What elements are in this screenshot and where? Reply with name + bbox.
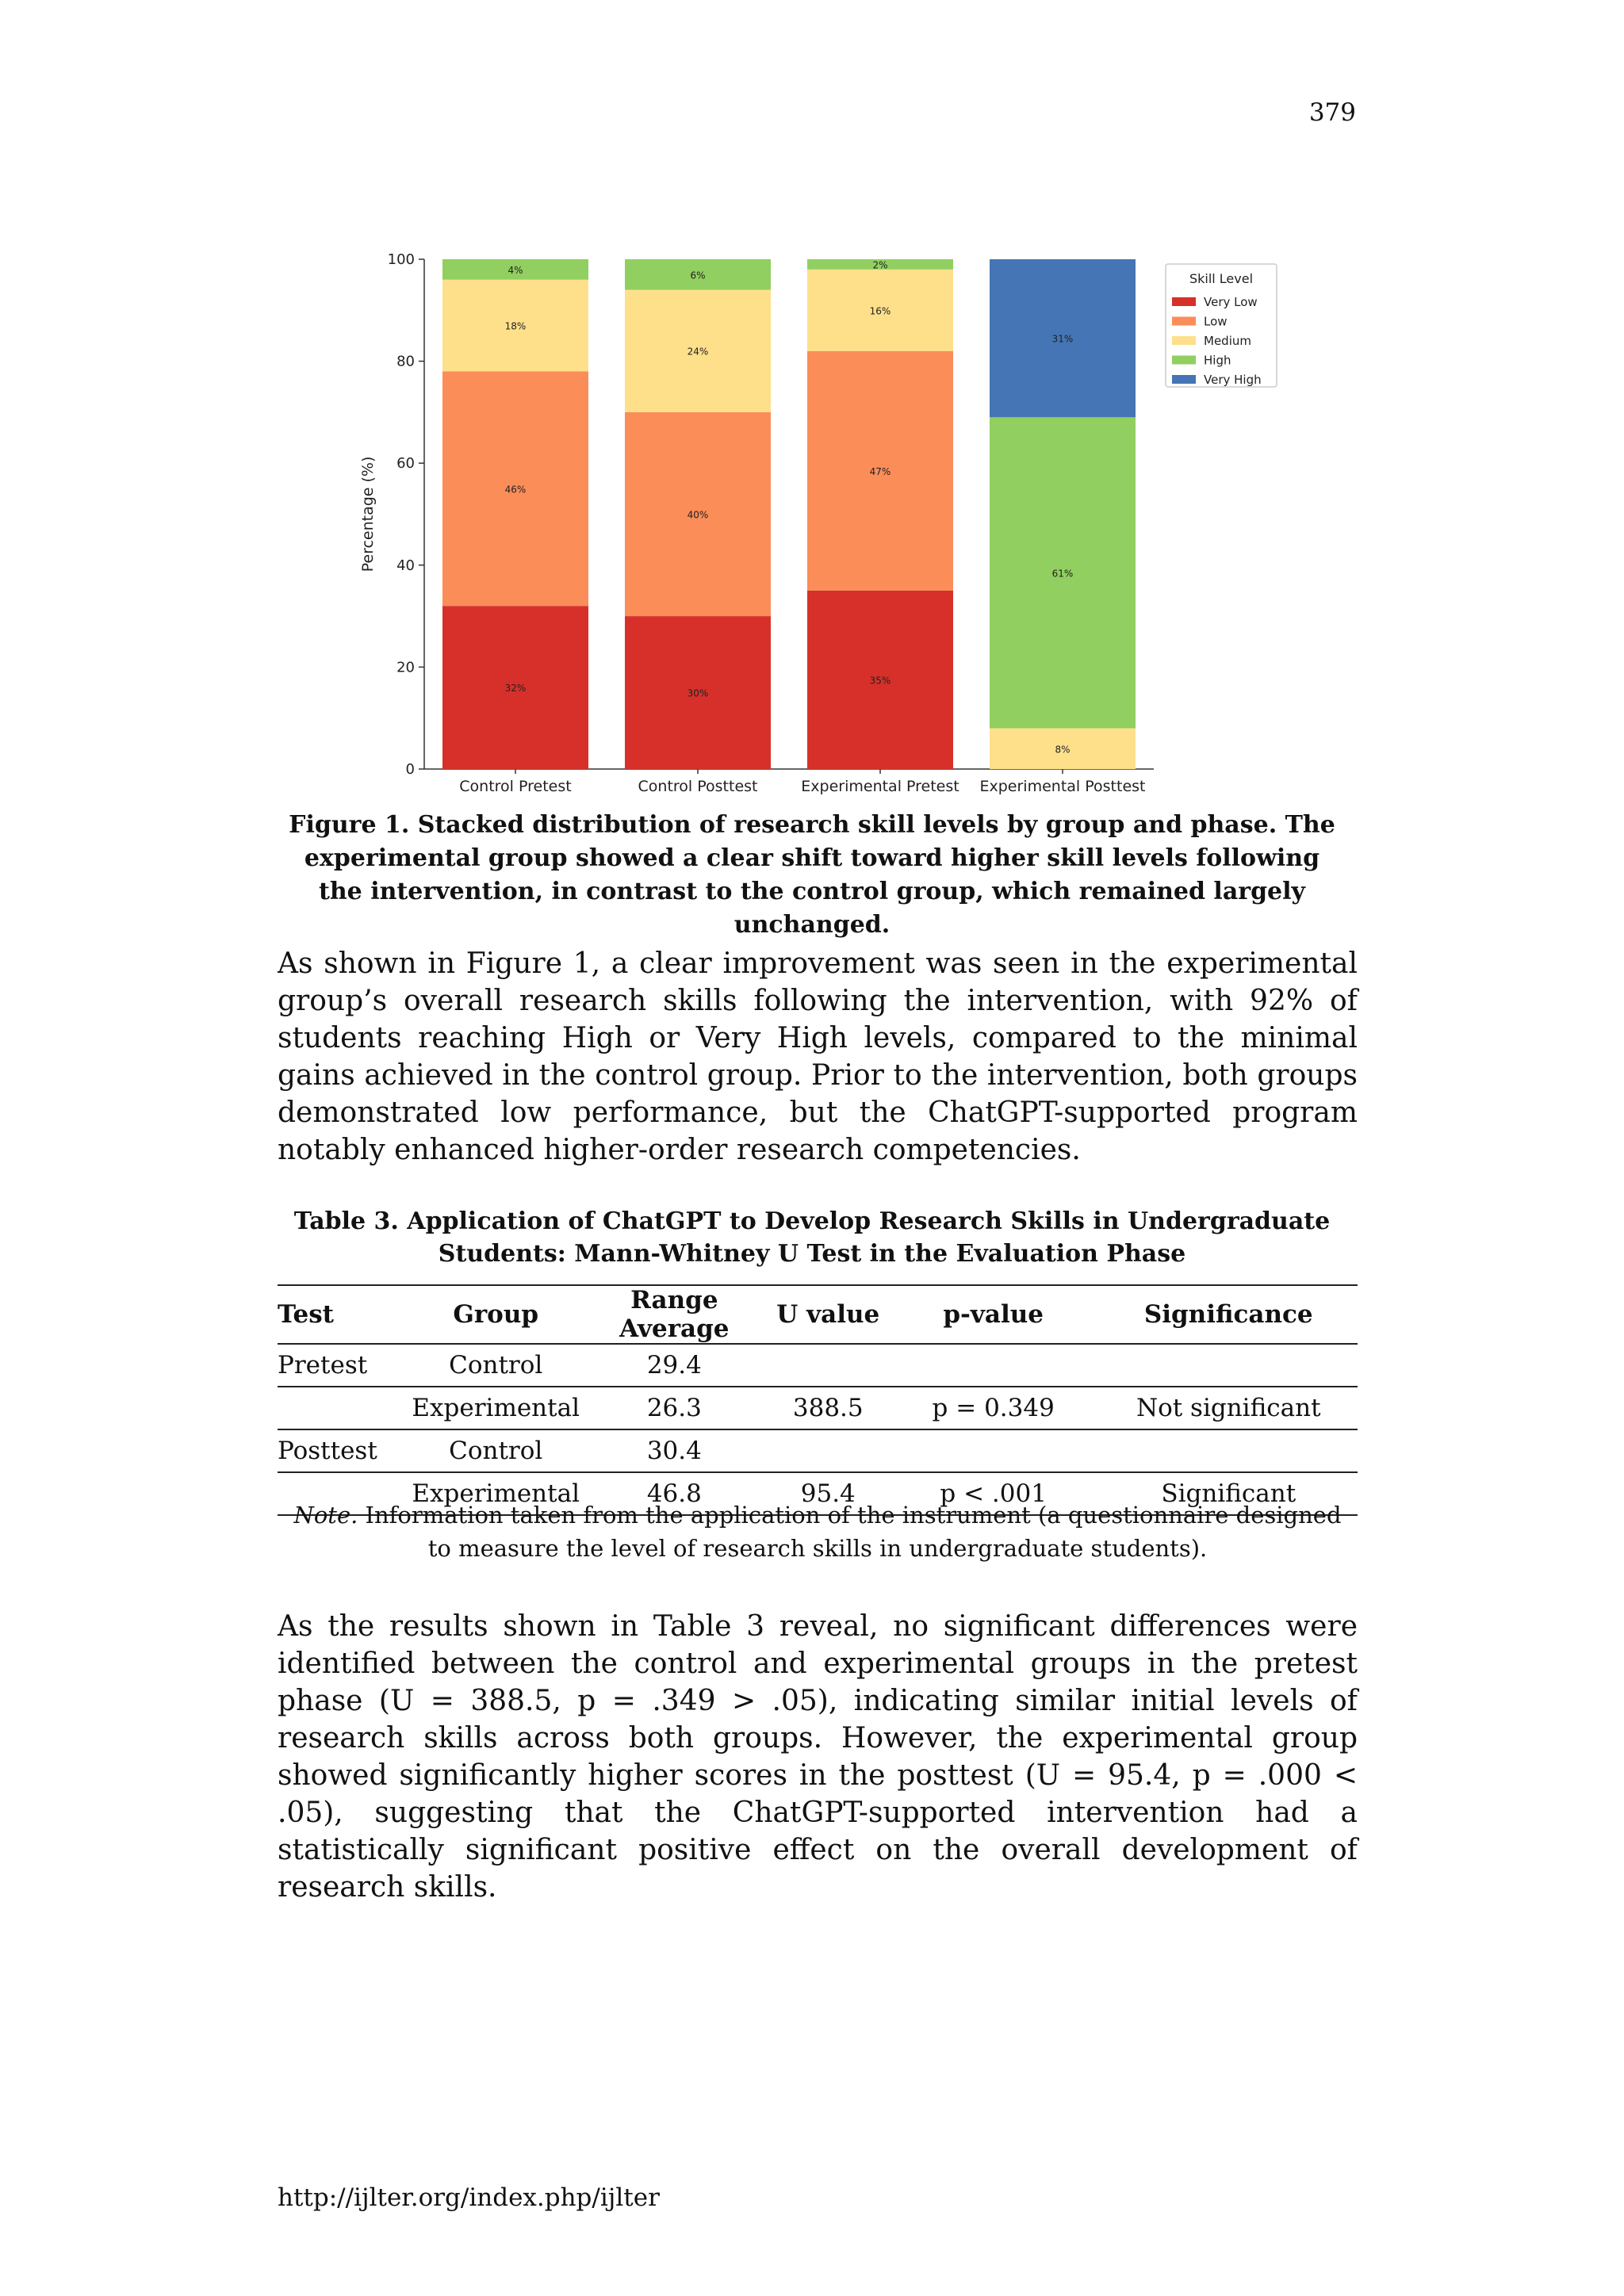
cell-range-average: 29.4 [580, 1344, 769, 1387]
y-tick-label: 60 [396, 455, 415, 473]
y-tick-label: 100 [387, 251, 415, 268]
cell-group: Control [412, 1344, 580, 1387]
cell-p-value [887, 1344, 1100, 1387]
table-row [278, 1429, 1358, 1472]
cell-significance [1100, 1429, 1358, 1472]
cell-u-value [769, 1344, 887, 1387]
bar-value-label: 18% [504, 320, 527, 332]
stacked-bar-chart [349, 242, 1285, 797]
bar-value-label: 30% [687, 687, 709, 699]
header-range-average: Range Average [580, 1285, 769, 1344]
x-tick-label: Experimental Pretest [801, 778, 959, 795]
table-note [278, 1498, 1358, 1565]
table-title-line2: Students: Mann-Whitney U Test in the Evaluation Phase [438, 1240, 1186, 1268]
cell-u-value: 95.4 [769, 1472, 887, 1515]
cell-p-value [887, 1429, 1100, 1472]
x-tick-label: Control Posttest [638, 778, 758, 795]
table-header-row [278, 1285, 1358, 1344]
bar-value-label: 35% [869, 675, 891, 687]
bar-value-label: 2% [872, 259, 888, 271]
cell-range-average: 46.8 [580, 1472, 769, 1515]
cell-p-value: p < .001 [887, 1472, 1100, 1515]
legend-entry: Medium [1204, 334, 1251, 348]
cell-u-value: 388.5 [769, 1387, 887, 1429]
cell-test: Pretest [278, 1344, 412, 1387]
legend-swatch [1172, 317, 1196, 326]
legend-entry: High [1204, 353, 1231, 368]
bar-value-label: 16% [869, 305, 891, 317]
cell-group: Control [412, 1429, 580, 1472]
legend-entry: Very Low [1204, 295, 1258, 309]
cell-significance: Significant [1100, 1472, 1358, 1515]
note-label: Note. [293, 1502, 358, 1529]
cell-range-average: 26.3 [580, 1387, 769, 1429]
legend-swatch [1172, 297, 1196, 306]
footer-url: http://ijlter.org/index.php/ijlter [278, 2183, 660, 2212]
header-u-value: U value [769, 1285, 887, 1344]
header-group: Group [412, 1285, 580, 1344]
header-test: Test [278, 1285, 412, 1344]
cell-range-average: 30.4 [580, 1429, 769, 1472]
mann-whitney-table [278, 1284, 1358, 1516]
paragraph-table-discussion: As the results shown in Table 3 reveal, no significant differences were identified between the control and experimental groups in the pretest phase (U = 388.5, p = .349 > .05), indicating similar initial levels of research skills across both groups. However, the experimental group showed significantly higher scores in the posttest (U = 95.4, p = .000 < .05), suggesting that the ChatGPT-supported intervention had a statistically significant positive effect on the overall development of research skills. [278, 1610, 1358, 1904]
note-text-line1: Information taken from the application of the instrument (a questionnaire designed [365, 1502, 1342, 1529]
cell-significance: Not significant [1100, 1387, 1358, 1429]
cell-group: Experimental [412, 1472, 580, 1515]
cell-u-value [769, 1429, 887, 1472]
y-tick-label: 80 [396, 353, 415, 370]
cell-group: Experimental [412, 1387, 580, 1429]
legend-entry: Very High [1204, 373, 1262, 387]
cell-test [278, 1387, 412, 1429]
cell-p-value: p = 0.349 [887, 1387, 1100, 1429]
bar-value-label: 47% [869, 465, 891, 477]
header-significance: Significance [1100, 1285, 1358, 1344]
table-row [278, 1344, 1358, 1387]
bar-value-label: 31% [1051, 333, 1074, 345]
legend-title: Skill Level [1189, 271, 1254, 286]
bar-value-label: 4% [508, 264, 523, 276]
table-row [278, 1387, 1358, 1429]
bar-value-label: 6% [690, 270, 706, 281]
table-title [285, 1205, 1339, 1270]
figure-caption: Figure 1. Stacked distribution of research skill levels by group and phase. The experimental group showed a clear shift toward higher skill levels following the intervention, in contrast to the control group, which remained largely unchanged. [289, 811, 1335, 939]
legend-swatch [1172, 375, 1196, 384]
paragraph-figure-discussion: As shown in Figure 1, a clear improvement was seen in the experimental group’s overall research skills following the intervention, with 92% of students reaching High or Very High levels, compared to the minimal gains achieved in the control group. Prior to the intervention, both groups demonstrated low performance, but the ChatGPT-supported program notably enhanced higher-order research competencies. [278, 947, 1358, 1166]
bar-value-label: 32% [504, 683, 527, 695]
bar-value-label: 8% [1055, 744, 1071, 756]
bar-value-label: 24% [687, 346, 709, 358]
bar-value-label: 46% [504, 484, 527, 496]
y-tick-label: 40 [396, 557, 415, 574]
bar-value-label: 61% [1051, 568, 1074, 580]
y-axis-label: Percentage (%) [359, 456, 377, 572]
header-p-value: p-value [887, 1285, 1100, 1344]
table-title-line1: Table 3. Application of ChatGPT to Develop Research Skills in Undergraduate [293, 1207, 1331, 1235]
cell-test: Posttest [278, 1429, 412, 1472]
legend-swatch [1172, 336, 1196, 345]
cell-significance [1100, 1344, 1358, 1387]
y-tick-label: 0 [405, 761, 415, 778]
bar-value-label: 40% [687, 509, 709, 521]
note-line1 [278, 1498, 1358, 1532]
page-number: 379 [1308, 98, 1356, 127]
x-tick-label: Experimental Posttest [979, 778, 1146, 795]
legend-swatch [1172, 356, 1196, 365]
note-text-line2: to measure the level of research skills in undergraduate students). [427, 1535, 1208, 1562]
y-tick-label: 20 [396, 659, 415, 676]
legend-entry: Low [1204, 314, 1228, 329]
x-tick-label: Control Pretest [459, 778, 572, 795]
